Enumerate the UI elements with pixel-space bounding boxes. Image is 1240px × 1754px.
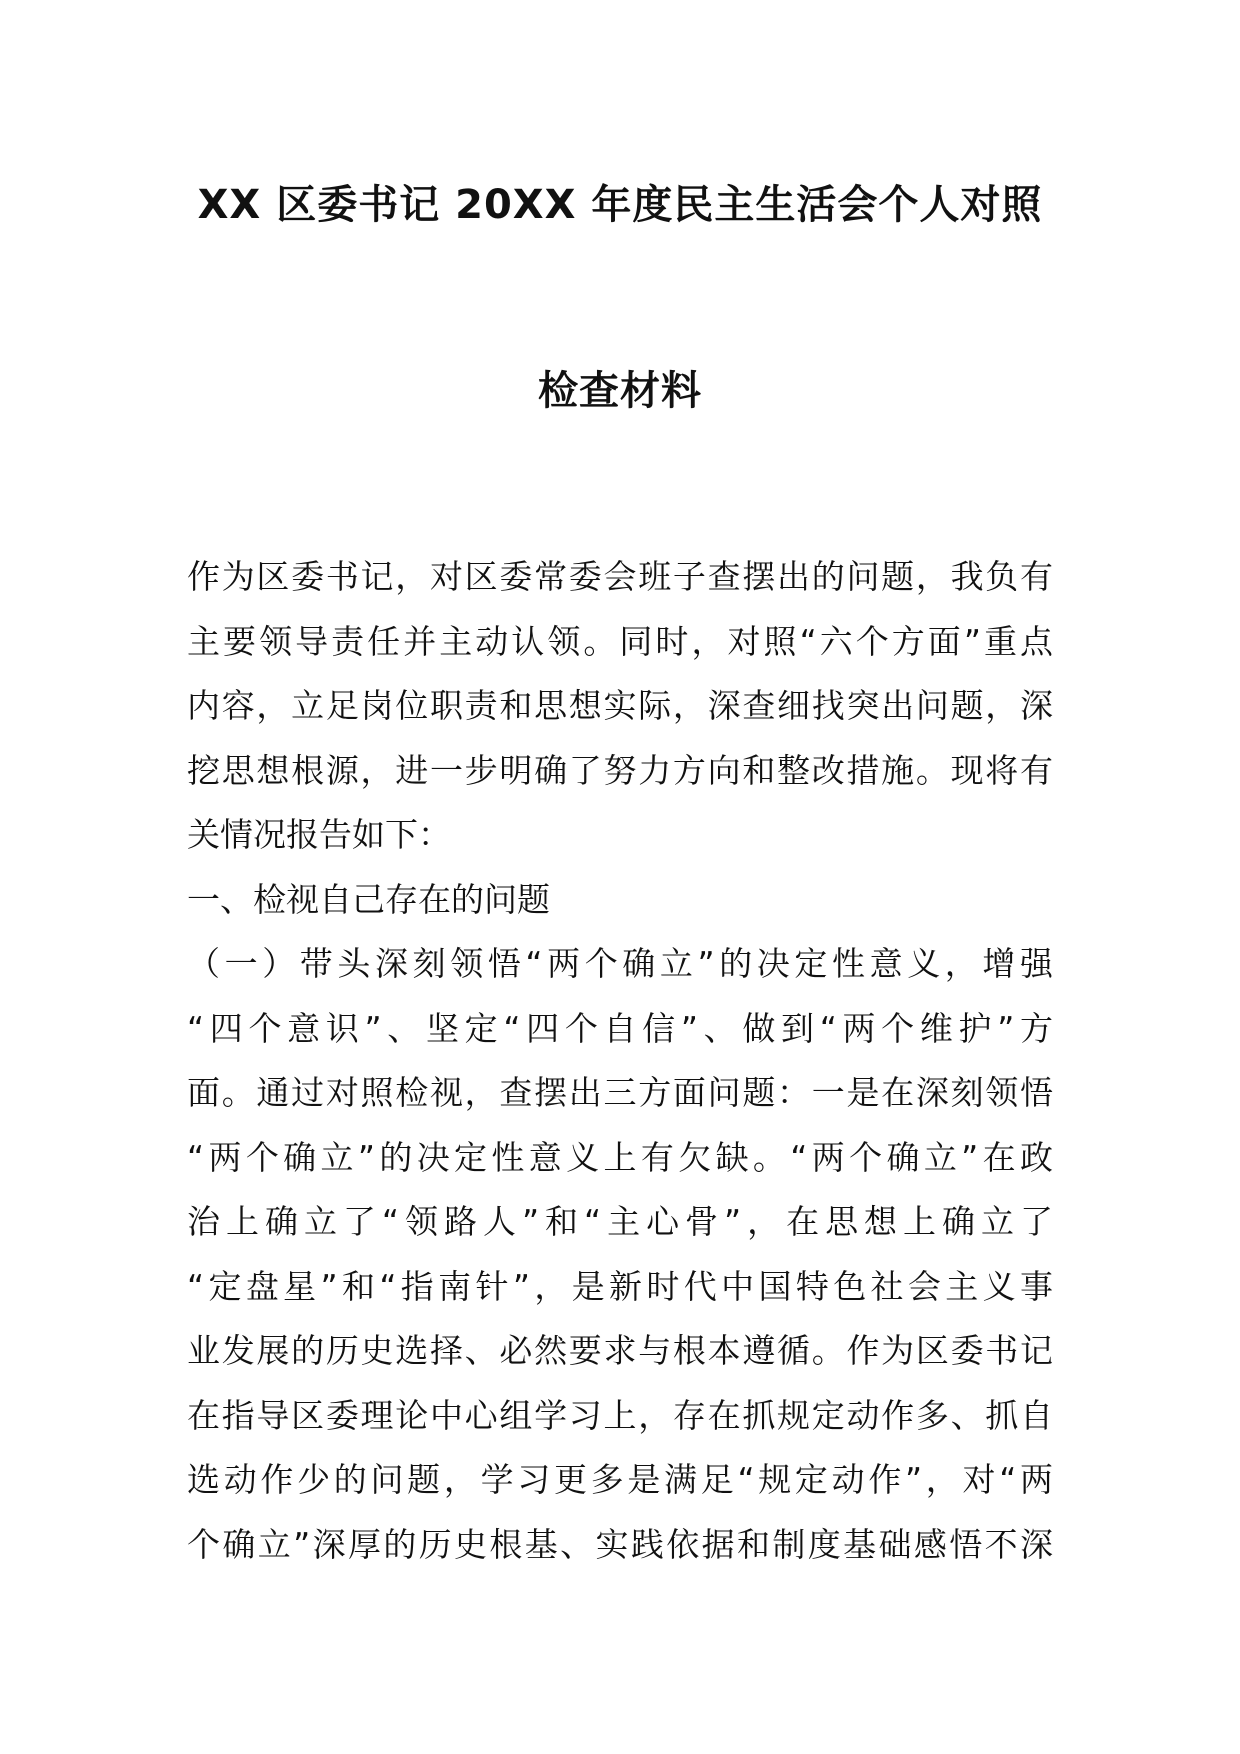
body-line: 挖思想根源，进一步明确了努力方向和整改措施。现将有 bbox=[187, 750, 1053, 790]
body-line: “两个确立”的决定性意义上有欠缺。“两个确立”在政 bbox=[187, 1137, 1053, 1177]
body-line: 选动作少的问题，学习更多是满足“规定动作”，对“两 bbox=[187, 1460, 1053, 1499]
body-line: 主要领导责任并主动认领。同时，对照“六个方面”重点 bbox=[187, 621, 1053, 661]
body-line: 业发展的历史选择、必然要求与根本遵循。作为区委书记 bbox=[187, 1331, 1053, 1370]
section-heading: 一、检视自己存在的问题 bbox=[187, 879, 550, 919]
body-line: 个确立”深厚的历史根基、实践依据和制度基础感悟不深 bbox=[187, 1524, 1053, 1564]
body-line: 内容，立足岗位职责和思想实际，深查细找突出问题，深 bbox=[187, 686, 1053, 725]
body-line: 面。通过对照检视，查摆出三方面问题：一是在深刻领悟 bbox=[187, 1073, 1053, 1112]
body-line: （一）带头深刻领悟“两个确立”的决定性意义，增强 bbox=[187, 944, 1053, 983]
body-line: 在指导区委理论中心组学习上，存在抓规定动作多、抓自 bbox=[187, 1395, 1053, 1435]
body-line: “四个意识”、坚定“四个自信”、做到“两个维护”方 bbox=[187, 1008, 1053, 1048]
document-title-line-2: 检查材料 bbox=[538, 368, 702, 414]
body-line: 关情况报告如下： bbox=[187, 815, 451, 854]
body-line: 作为区委书记，对区委常委会班子查摆出的问题，我负有 bbox=[187, 557, 1053, 596]
body-line: “定盘星”和“指南针”，是新时代中国特色社会主义事 bbox=[187, 1266, 1053, 1306]
document-body bbox=[187, 545, 1053, 1577]
document-title-line-1: XX 区委书记 20XX 年度民主生活会个人对照 bbox=[197, 182, 1043, 228]
body-line: 治上确立了“领路人”和“主心骨”，在思想上确立了 bbox=[187, 1202, 1053, 1241]
